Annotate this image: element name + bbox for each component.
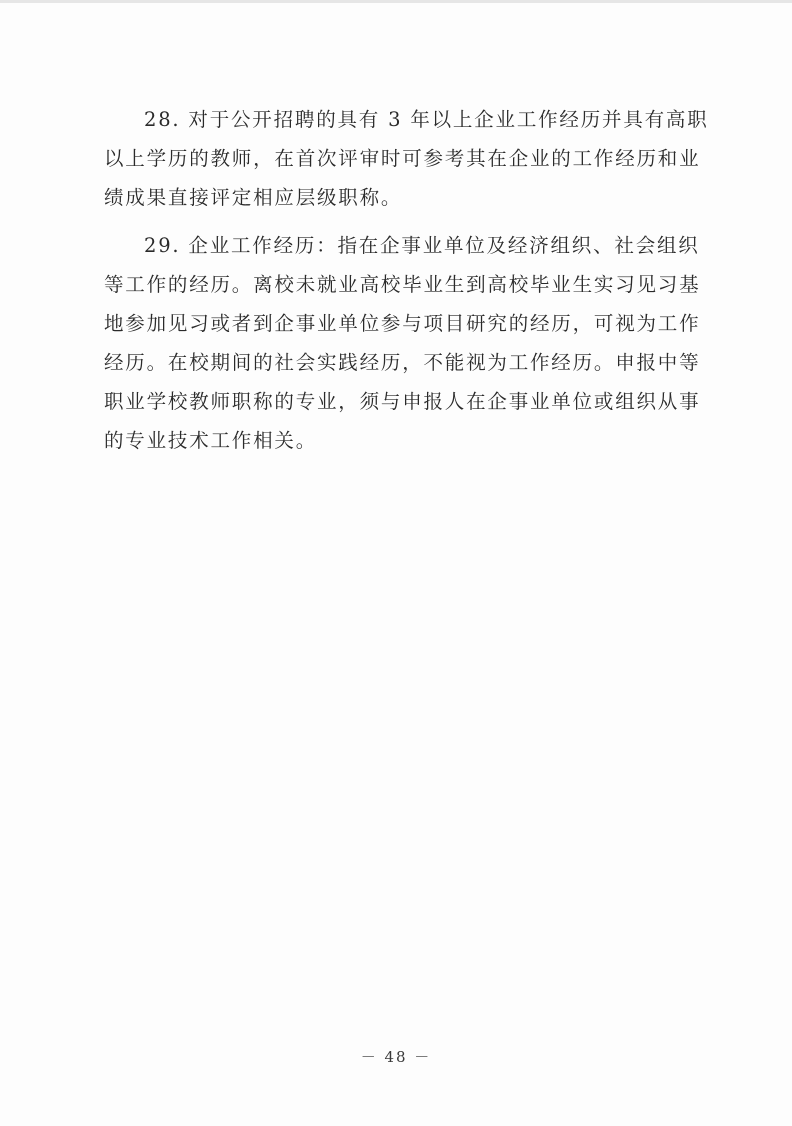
paragraph-line: 29. 企业工作经历：指在企事业单位及经济组织、社会组织 <box>144 234 700 257</box>
paragraph-line: 的专业技术工作相关。 <box>104 429 318 452</box>
paragraph-line: 28. 对于公开招聘的具有 3 年以上企业工作经历并具有高职 <box>144 108 709 131</box>
paragraph-line: 经历。在校期间的社会实践经历，不能视为工作经历。申报中等 <box>104 351 701 374</box>
paragraph-line: 绩成果直接评定相应层级职称。 <box>104 186 403 209</box>
paragraph-line: 等工作的经历。离校未就业高校毕业生到高校毕业生实习见习基 <box>104 273 701 296</box>
paragraph-29 <box>104 226 701 460</box>
paragraph-line: 地参加见习或者到企事业单位参与项目研究的经历，可视为工作 <box>104 312 701 335</box>
paragraph-28 <box>104 100 709 217</box>
page-number: － 48 － <box>360 1048 432 1066</box>
paragraph-line: 职业学校教师职称的专业，须与申报人在企事业单位或组织从事 <box>104 390 701 413</box>
page-top-edge <box>0 0 792 3</box>
paragraph-spacer <box>104 217 694 226</box>
document-body <box>104 100 709 460</box>
paragraph-line: 以上学历的教师，在首次评审时可参考其在企业的工作经历和业 <box>104 147 701 170</box>
